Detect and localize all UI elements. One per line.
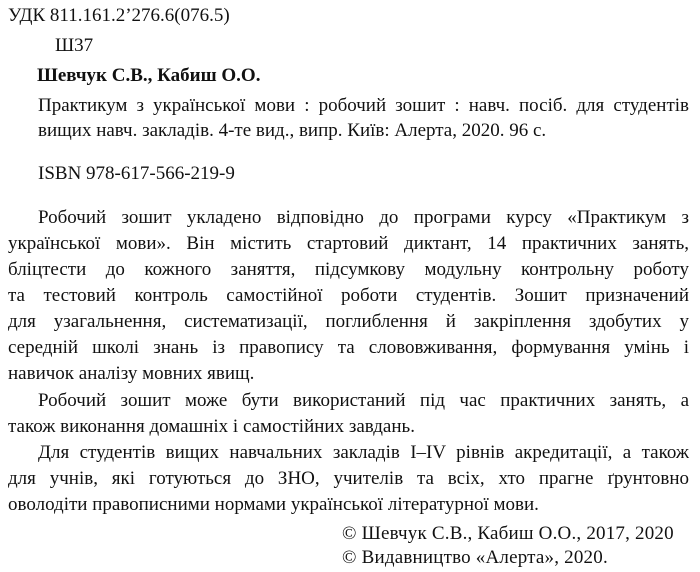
paragraph-line: для учнів, які готуються до ЗНО, учителів та всіх, хто прагне ґрунтовно	[8, 468, 689, 489]
paragraph-line: та тестовий контроль самостійної роботи студентів. Зошит призначений	[8, 285, 689, 306]
paragraph-line: української мови». Він містить стартовий диктант, 14 практичних занять,	[8, 233, 689, 254]
description-line: Практикум з української мови : робочий зошит : навч. посіб. для студентів	[38, 95, 689, 116]
copyright-line: © Видавництво «Алерта», 2020.	[342, 547, 608, 568]
authors: Шевчук С.В., Кабиш О.О.	[37, 65, 261, 86]
paragraph-line: навичок аналізу мовних явищ.	[8, 363, 255, 384]
paragraph-line: також виконання домашніх і самостійних завдань.	[8, 416, 415, 437]
paragraph-line: бліцтести до кожного заняття, підсумкову модульну контрольну роботу	[8, 259, 689, 280]
description-line: вищих навч. закладів. 4-те вид., випр. Київ: Алерта, 2020. 96 с.	[38, 120, 547, 141]
udk-code: УДК 811.161.2’276.6(076.5)	[8, 5, 230, 26]
paragraph-line: Для студентів вищих навчальних закладів I–IV рівнів акредитації, а також	[38, 442, 689, 463]
paragraph-line: Робочий зошит укладено відповідно до програми курсу «Практикум з	[38, 207, 689, 228]
copyright-line: © Шевчук С.В., Кабиш О.О., 2017, 2020	[342, 523, 674, 544]
paragraph-line: середній школі знань із правопису та слововживання, формування умінь і	[8, 337, 689, 358]
paragraph-line: оволодіти правописними нормами української літературної мови.	[8, 494, 539, 515]
paragraph-line: Робочий зошит може бути використаний під час практичних занять, а	[38, 390, 689, 411]
library-code: Ш37	[55, 35, 94, 56]
isbn: ISBN 978-617-566-219-9	[38, 163, 235, 184]
paragraph-line: для узагальнення, систематизації, поглиблення й закріплення здобутих у	[8, 311, 689, 332]
